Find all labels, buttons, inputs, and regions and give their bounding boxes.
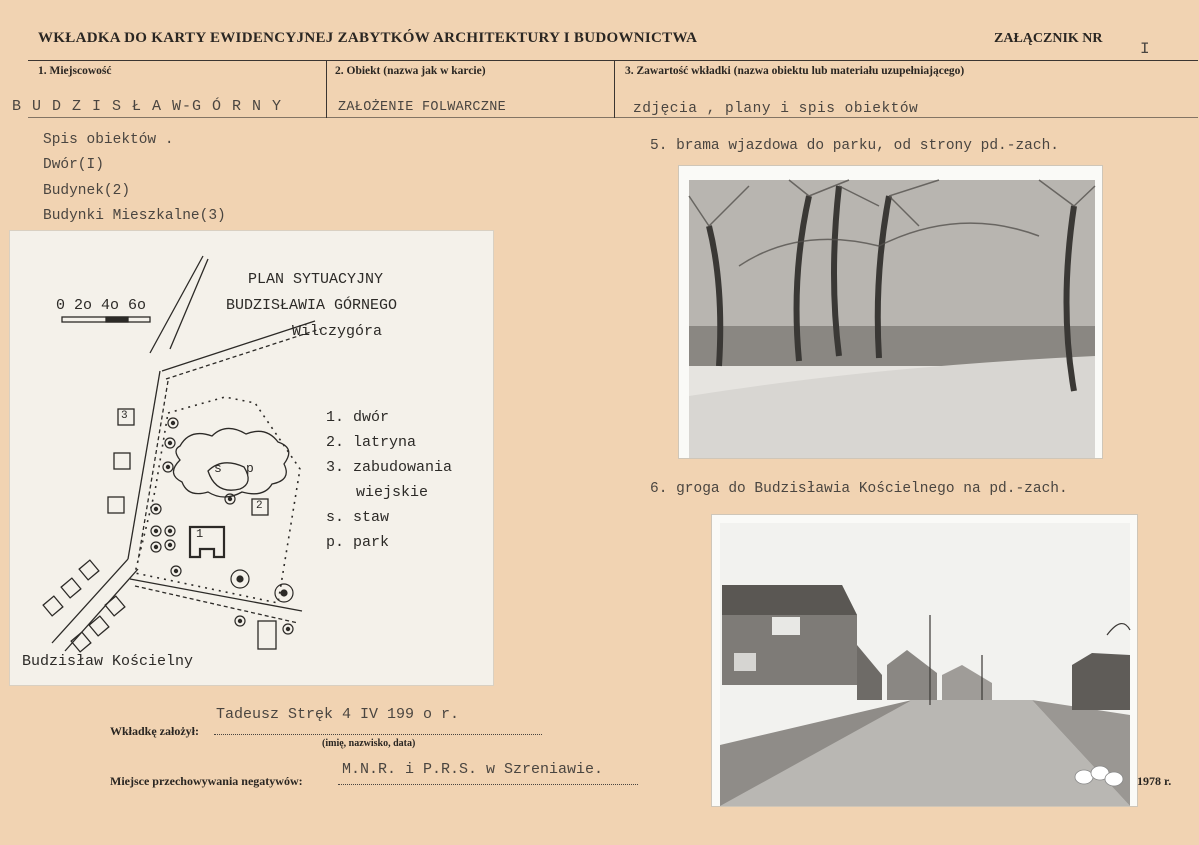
photo-6-road bbox=[712, 515, 1137, 806]
photo-5-park-gate bbox=[679, 166, 1102, 458]
year-stamp: 1978 r. bbox=[1137, 774, 1172, 788]
village-house-b bbox=[114, 453, 130, 469]
plan-legend-4: s. staw bbox=[326, 509, 390, 526]
scale-bar-fill bbox=[106, 317, 128, 322]
village-house-c bbox=[108, 497, 124, 513]
author-dotted-line bbox=[214, 734, 542, 735]
village-house-h bbox=[89, 616, 109, 636]
card-title: WKŁADKA DO KARTY EWIDENCYJNEJ ZABYTKÓW ARCHITEKTURY I BUDOWNICTWA bbox=[38, 30, 698, 46]
plan-marker-pond: s bbox=[214, 461, 222, 476]
objects-heading: Spis obiektów . bbox=[43, 132, 174, 148]
objects-item-2: Budynek(2) bbox=[43, 183, 131, 199]
road-south-a bbox=[52, 559, 128, 643]
plan-marker-village: 3 bbox=[121, 410, 128, 422]
village-house-f bbox=[43, 596, 63, 616]
locality-value: B U D Z I S Ł A W-G Ó R N Y bbox=[12, 98, 283, 115]
photo-5-caption: 5. brama wjazdowa do parku, od strony pd.-zach. bbox=[650, 138, 1059, 154]
plan-legend-3b: wiejskie bbox=[356, 484, 429, 501]
objects-item-3: Budynki Mieszkalne(3) bbox=[43, 208, 226, 224]
plan-place-top: Wilczygóra bbox=[292, 323, 383, 340]
content-value: zdjęcia , plany i spis obiektów bbox=[633, 101, 919, 117]
annex-label: ZAŁĄCZNIK NR bbox=[994, 31, 1103, 46]
road-bottom-a bbox=[130, 579, 302, 611]
situational-plan bbox=[10, 231, 493, 685]
village-house-i bbox=[71, 632, 91, 652]
author-hint: (imię, nazwisko, data) bbox=[322, 738, 416, 749]
objects-item-1: Dwór(I) bbox=[43, 157, 104, 173]
plan-legend-2: 2. latryna bbox=[326, 434, 417, 451]
photo-6-caption: 6. groga do Budzisławia Kościelnego na pd.-zach. bbox=[650, 481, 1068, 497]
storage-value: M.N.R. i P.R.S. w Szreniawie. bbox=[342, 761, 604, 778]
village-house-j bbox=[258, 621, 276, 649]
object-value: ZAŁOŻENIE FOLWARCZNE bbox=[338, 100, 507, 115]
village-house-d bbox=[79, 560, 99, 580]
plan-title-1: PLAN SYTUACYJNY bbox=[248, 271, 384, 288]
content-label: 3. Zawartość wkładki (nazwa obiektu lub materiału uzupełniającego) bbox=[625, 65, 965, 77]
field-divider-2 bbox=[614, 60, 615, 118]
plan-place-bottom: Budzisław Kościelny bbox=[22, 653, 194, 670]
photo-6-image bbox=[712, 515, 1137, 806]
annex-number: I bbox=[1140, 40, 1150, 58]
north-arrow-line-b bbox=[170, 259, 208, 349]
storage-label: Miejsce przechowywania negatywów: bbox=[110, 774, 303, 788]
village-house-g bbox=[105, 596, 125, 616]
locality-label: 1. Miejscowość bbox=[38, 65, 112, 77]
header-rule bbox=[28, 60, 1198, 61]
plan-title-2: BUDZISŁAWIA GÓRNEGO bbox=[226, 297, 398, 314]
plan-legend-1: 1. dwór bbox=[326, 409, 390, 426]
plan-marker-park: p bbox=[246, 461, 254, 476]
author-value: Tadeusz Stręk 4 IV 199 o r. bbox=[216, 706, 460, 723]
plan-marker-latrine: 2 bbox=[256, 500, 263, 512]
village-house-e bbox=[61, 578, 81, 598]
plan-scale-label: 0 2o 4o 6o bbox=[56, 297, 147, 314]
fields-rule bbox=[28, 117, 1198, 118]
plan-legend-5: p. park bbox=[326, 534, 390, 551]
road-bottom-b bbox=[135, 586, 298, 623]
field-divider-1 bbox=[326, 60, 327, 118]
photo-5-image bbox=[679, 166, 1102, 458]
road-south-b bbox=[65, 569, 138, 651]
estate-fence bbox=[135, 397, 300, 603]
storage-dotted-line bbox=[338, 784, 638, 785]
author-label: Wkładkę założył: bbox=[110, 724, 199, 738]
plan-marker-manor: 1 bbox=[196, 527, 204, 541]
plan-legend-3: 3. zabudowania bbox=[326, 459, 453, 476]
object-label: 2. Obiekt (nazwa jak w karcie) bbox=[335, 65, 486, 77]
north-arrow-line-a bbox=[150, 256, 203, 353]
